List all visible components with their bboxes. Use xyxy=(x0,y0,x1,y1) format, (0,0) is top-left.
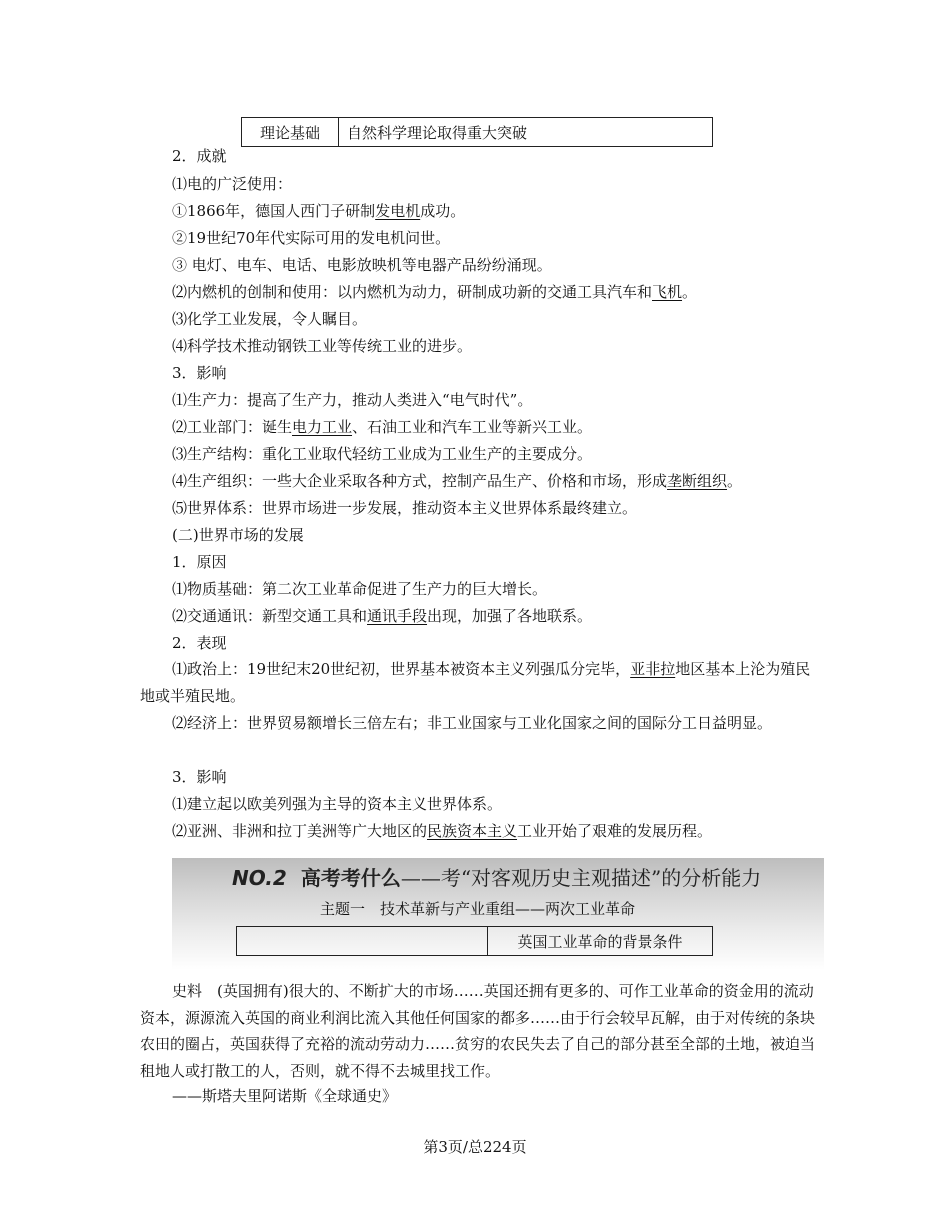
text-line: ⑵交通通讯：新型交通工具和通讯手段出现，加强了各地联系。 xyxy=(172,607,593,625)
background-table xyxy=(236,926,713,956)
text-line: ⑶生产结构：重化工业取代轻纺工业成为工业生产的主要成分。 xyxy=(172,445,593,463)
heading-causes: 1．原因 xyxy=(172,553,227,571)
source-passage: 史料 (英国拥有)很大的、不断扩大的市场……英国还拥有更多的、可作工业革命的资金用的流动资本，源源流入英国的商业利润比流入其他任何国家的都多……由于行会较早瓦解，由于对传统的条块农田的圈占，英国获得了充裕的流动劳动力……贫穷的农民失去了自己的部分甚至全部的土地，被迫当租地人或打散工的人，否则，就不得不去城里找工作。 xyxy=(140,982,816,1080)
heading-impact-2: 3．影响 xyxy=(172,768,227,786)
underlined-term: 飞机 xyxy=(652,283,683,301)
paragraph-economy: ⑵经济上：世界贸易额增长三倍左右；非工业国家与工业化国家之间的国际分工日益明显。 xyxy=(172,714,773,732)
banner-number: NO.2 xyxy=(232,866,287,890)
underlined-term: 亚非拉 xyxy=(630,660,676,678)
text-line: ①1866年，德国人西门子研制发电机成功。 xyxy=(172,202,466,220)
banner-heading: 高考考什么 xyxy=(300,866,401,890)
banner-subtitle: ——考“对客观历史主观描述”的分析能力 xyxy=(400,866,762,890)
source-citation: ——斯塔夫里阿诺斯《全球通史》 xyxy=(172,1087,398,1105)
theory-table xyxy=(241,117,713,147)
text-line: ⑴物质基础：第二次工业革命促进了生产力的巨大增长。 xyxy=(172,580,548,598)
heading-achievements: 2．成就 xyxy=(172,147,227,165)
topic-title: 主题一 技术革新与产业重组——两次工业革命 xyxy=(320,900,636,918)
text-line: ⑵内燃机的创制和使用：以内燃机为动力，研制成功新的交通工具汽车和飞机。 xyxy=(172,283,698,301)
text-line: ③ 电灯、电车、电话、电影放映机等电器产品纷纷涌现。 xyxy=(172,256,552,274)
underlined-term: 垄断组织 xyxy=(667,472,728,490)
paragraph-politics: ⑴政治上：19世纪末20世纪初，世界基本被资本主义列强瓜分完毕，亚非拉地区基本上沦为殖民地或半殖民地。 xyxy=(140,660,811,705)
table-cell-header: 英国工业革命的背景条件 xyxy=(488,927,713,956)
text-line: ⑴生产力：提高了生产力，推动人类进入“电气时代”。 xyxy=(172,391,533,409)
page-footer: 第3页/总224页 xyxy=(423,1138,527,1156)
text-line: ②19世纪70年代实际可用的发电机问世。 xyxy=(172,229,451,247)
text-line: ⑵工业部门：诞生电力工业、石油工业和汽车工业等新兴工业。 xyxy=(172,418,593,436)
underlined-term: 电力工业 xyxy=(292,418,353,436)
banner-title xyxy=(232,862,761,891)
text-line: ⑴电的广泛使用： xyxy=(172,175,293,193)
text-line: ⑵亚洲、非洲和拉丁美洲等广大地区的民族资本主义工业开始了艰难的发展历程。 xyxy=(172,822,713,840)
table-cell-value: 自然科学理论取得重大突破 xyxy=(339,118,713,147)
text-line: ⑸世界体系：世界市场进一步发展，推动资本主义世界体系最终建立。 xyxy=(172,499,638,517)
text-line: ⑷生产组织：一些大企业采取各种方式，控制产品生产、价格和市场，形成垄断组织。 xyxy=(172,472,743,490)
table-cell-label: 理论基础 xyxy=(242,118,339,147)
underlined-term: 民族资本主义 xyxy=(427,822,518,840)
text-line: ⑶化学工业发展，令人瞩目。 xyxy=(172,310,368,328)
underlined-term: 发电机 xyxy=(375,202,421,220)
section-heading: (二)世界市场的发展 xyxy=(172,526,304,544)
text-line: ⑴建立起以欧美列强为主导的资本主义世界体系。 xyxy=(172,795,503,813)
text-line: ⑷科学技术推动钢铁工业等传统工业的进步。 xyxy=(172,337,473,355)
table-cell-empty xyxy=(237,927,488,956)
heading-impact: 3．影响 xyxy=(172,364,227,382)
underlined-term: 通讯手段 xyxy=(367,607,428,625)
heading-manifestation: 2．表现 xyxy=(172,634,227,652)
